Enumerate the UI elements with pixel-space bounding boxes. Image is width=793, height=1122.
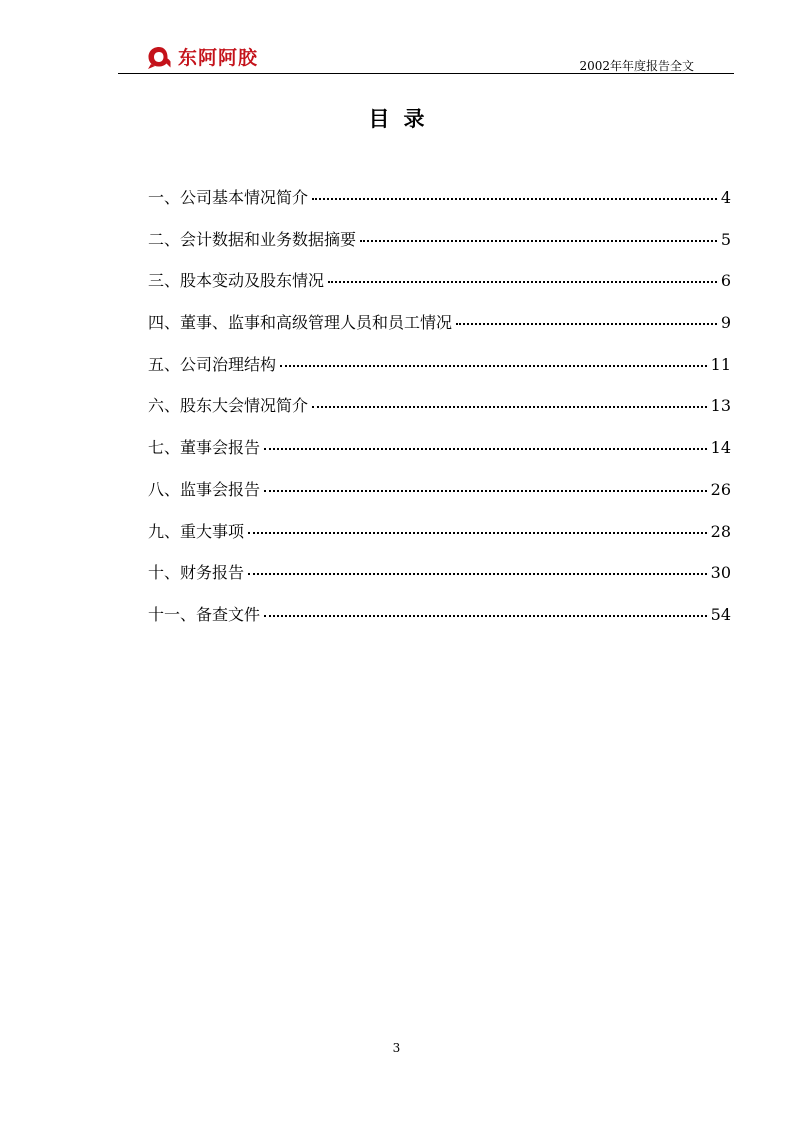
toc-dot-leader [248,572,707,575]
page-number: 3 [392,1041,401,1055]
toc-dot-leader [264,614,707,617]
toc-entry-label: 十、财务报告 [148,563,245,583]
toc-entry-page: 54 [710,604,731,624]
toc-dot-leader [360,239,717,242]
report-title: 2002年年度报告全文 [579,59,694,73]
toc-title: 目录 [368,107,439,131]
header-rule [118,73,734,74]
toc-entry-page: 14 [710,438,731,458]
toc-entry-page: 13 [710,396,731,416]
toc-entry[interactable] [148,185,731,227]
toc-dot-leader [280,364,707,367]
logo-text: 东阿阿胶 [178,47,259,69]
toc-entry-label: 二、会计数据和业务数据摘要 [148,229,357,249]
toc-entry-label: 三、股本变动及股东情况 [148,271,325,291]
toc-dot-leader [456,322,717,325]
toc-entry-page: 9 [720,313,731,333]
toc-entry-page: 30 [710,563,731,583]
toc-entry[interactable] [148,310,731,352]
toc-entry[interactable] [148,519,731,561]
toc-dot-leader [312,197,717,200]
toc-dot-leader [328,280,717,283]
logo-mark-icon [146,44,172,70]
toc-dot-leader [264,447,707,450]
toc-entry-page: 11 [710,354,731,374]
toc-entry-page: 4 [720,188,731,207]
toc-entry-page: 5 [720,229,731,249]
toc-entry[interactable] [148,268,731,310]
toc-entry-label: 一、公司基本情况简介 [148,188,309,207]
toc-entry-label: 八、监事会报告 [148,479,261,499]
toc-entry-label: 六、股东大会情况简介 [148,396,309,416]
toc-entry[interactable] [148,602,731,644]
toc-entry[interactable] [148,435,731,477]
toc-entry-label: 五、公司治理结构 [148,354,277,374]
toc-entry[interactable] [148,352,731,394]
toc-dot-leader [248,531,707,534]
table-of-contents [148,185,731,644]
toc-entry-label: 九、重大事项 [148,521,245,541]
toc-dot-leader [312,405,707,408]
toc-entry-label: 四、董事、监事和高级管理人员和员工情况 [148,313,453,333]
toc-entry[interactable] [148,560,731,602]
toc-entry-page: 26 [710,479,731,499]
toc-entry[interactable] [148,227,731,269]
toc-entry-page: 28 [710,521,731,541]
page-header [118,38,734,74]
toc-entry-label: 七、董事会报告 [148,438,261,458]
company-logo [146,43,258,70]
toc-entry[interactable] [148,477,731,519]
toc-entry[interactable] [148,393,731,435]
toc-entry-label: 十一、备查文件 [148,604,261,624]
toc-dot-leader [264,489,707,492]
toc-entry-page: 6 [720,271,731,291]
